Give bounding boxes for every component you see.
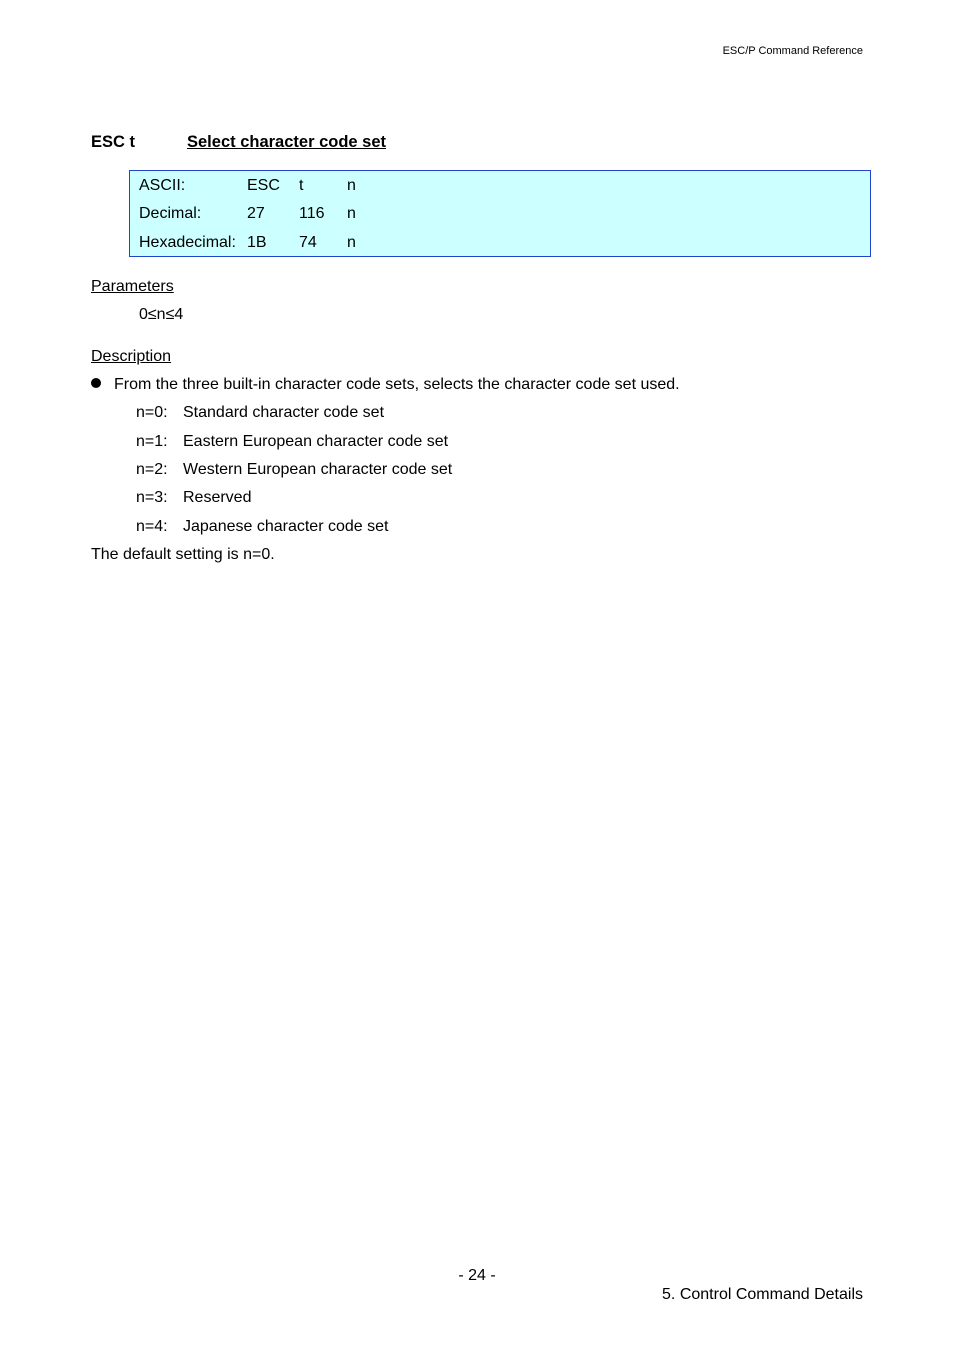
code-label: Decimal:	[139, 205, 202, 222]
description-bullet	[91, 375, 680, 395]
parameters-title: Parameters	[91, 278, 174, 295]
option-row	[136, 403, 384, 423]
option-row	[136, 460, 452, 480]
option-row	[136, 432, 448, 452]
option-text: Western European character code set	[183, 461, 453, 478]
option-text: Standard character code set	[183, 404, 385, 421]
code-value: n	[347, 234, 356, 251]
code-value: n	[347, 205, 356, 222]
description-title: Description	[91, 348, 172, 365]
option-code: n=4:	[136, 518, 168, 535]
code-value: 74	[299, 234, 317, 251]
command-title: Select character code set	[187, 133, 387, 151]
default-setting-note: The default setting is n=0.	[91, 546, 275, 563]
parameter-range: 0≤n≤4	[139, 306, 184, 323]
option-code: n=0:	[136, 404, 168, 421]
code-value: t	[299, 177, 304, 194]
bullet-text: From the three built-in character code sets, selects the character code set used.	[114, 376, 680, 393]
option-text: Eastern European character code set	[183, 433, 449, 450]
footer-chapter: 5. Control Command Details	[662, 1286, 863, 1303]
option-row	[136, 488, 251, 508]
code-value: ESC	[247, 177, 280, 194]
command-code-box	[129, 170, 871, 257]
command-heading	[91, 132, 386, 152]
code-label: ASCII:	[139, 177, 186, 194]
code-value: 1B	[247, 234, 267, 251]
code-label: Hexadecimal:	[139, 234, 236, 251]
running-header: ESC/P Command Reference	[722, 45, 863, 57]
option-row	[136, 517, 388, 537]
code-value: 27	[247, 205, 265, 222]
option-code: n=3:	[136, 489, 168, 506]
option-text: Reserved	[183, 489, 252, 506]
bullet-icon	[91, 378, 101, 388]
command-name: ESC t	[91, 133, 136, 151]
option-code: n=2:	[136, 461, 168, 478]
code-value: n	[347, 177, 356, 194]
code-value: 116	[299, 205, 325, 222]
option-code: n=1:	[136, 433, 168, 450]
option-text: Japanese character code set	[183, 518, 389, 535]
page-number: - 24 -	[458, 1267, 496, 1284]
